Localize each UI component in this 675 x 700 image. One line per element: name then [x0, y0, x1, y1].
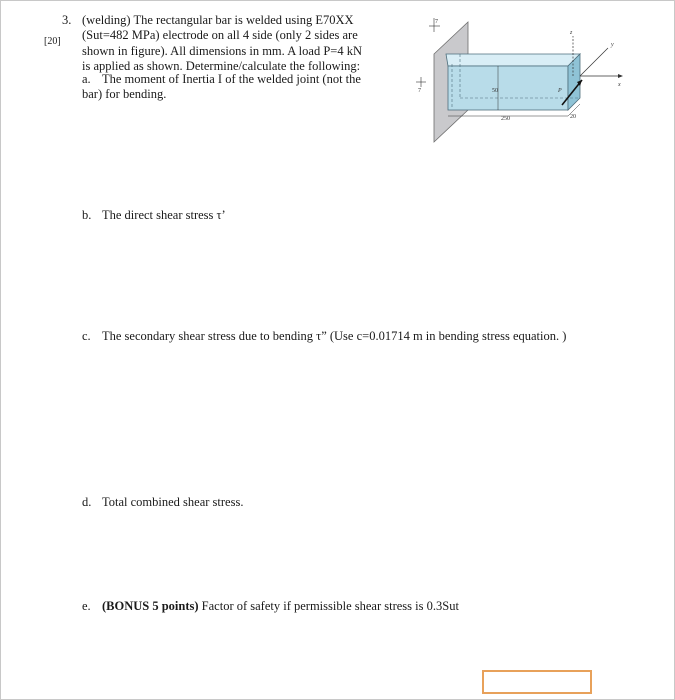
part-a-text: The moment of Inertia I of the welded joint (not the bar) for bending.: [82, 72, 361, 102]
welded-bar-figure: [412, 12, 627, 152]
part-e-bonus: (BONUS 5 points): [102, 599, 199, 613]
z-axis-label: z: [570, 30, 573, 36]
x-axis-arrow: [618, 74, 623, 78]
y-axis-label: y: [611, 42, 614, 48]
part-d: [82, 495, 243, 510]
bar-top-face: [446, 54, 580, 66]
bar-front-face: [448, 66, 568, 110]
statement-line-4: is applied as shown. Determine/calculate the following:: [82, 59, 361, 74]
part-c-text: The secondary shear stress due to bending τ” (Use c=0.01714 m in bending stress equation. ): [102, 329, 567, 343]
statement-line-2: (Sut=482 MPa) electrode on all 4 side (only 2 sides are: [82, 28, 358, 43]
part-d-text: Total combined shear stress.: [102, 495, 244, 509]
statement-line-1: (welding) The rectangular bar is welded using E70XX: [82, 13, 354, 27]
part-c: [82, 329, 566, 344]
load-label: P: [558, 88, 562, 94]
part-a: [82, 72, 382, 103]
part-b-text: The direct shear stress τ’: [102, 208, 226, 222]
part-e-label: e.: [82, 599, 91, 613]
answer-box[interactable]: [482, 670, 592, 694]
part-d-label: d.: [82, 495, 92, 509]
problem-points: [20]: [44, 36, 61, 47]
dim-width: 20: [570, 114, 576, 120]
weld-symbol-left-value: 7: [418, 88, 421, 94]
part-e: [82, 599, 459, 614]
y-axis: [580, 48, 608, 76]
dim-height: 50: [492, 88, 498, 94]
part-c-label: c.: [82, 329, 91, 343]
weld-symbol-top-value: 7: [435, 19, 438, 25]
x-axis-label: x: [618, 82, 621, 88]
statement-line-3: shown in figure). All dimensions in mm. A load P=4 kN: [82, 43, 362, 58]
problem-statement: [82, 13, 387, 75]
part-b-label: b.: [82, 208, 92, 222]
dim-length: 250: [501, 116, 510, 122]
part-a-label: a.: [82, 72, 91, 86]
part-b: [82, 208, 226, 223]
part-e-text: Factor of safety if permissible shear stress is 0.3Sut: [201, 599, 459, 613]
problem-number: 3.: [62, 13, 72, 27]
